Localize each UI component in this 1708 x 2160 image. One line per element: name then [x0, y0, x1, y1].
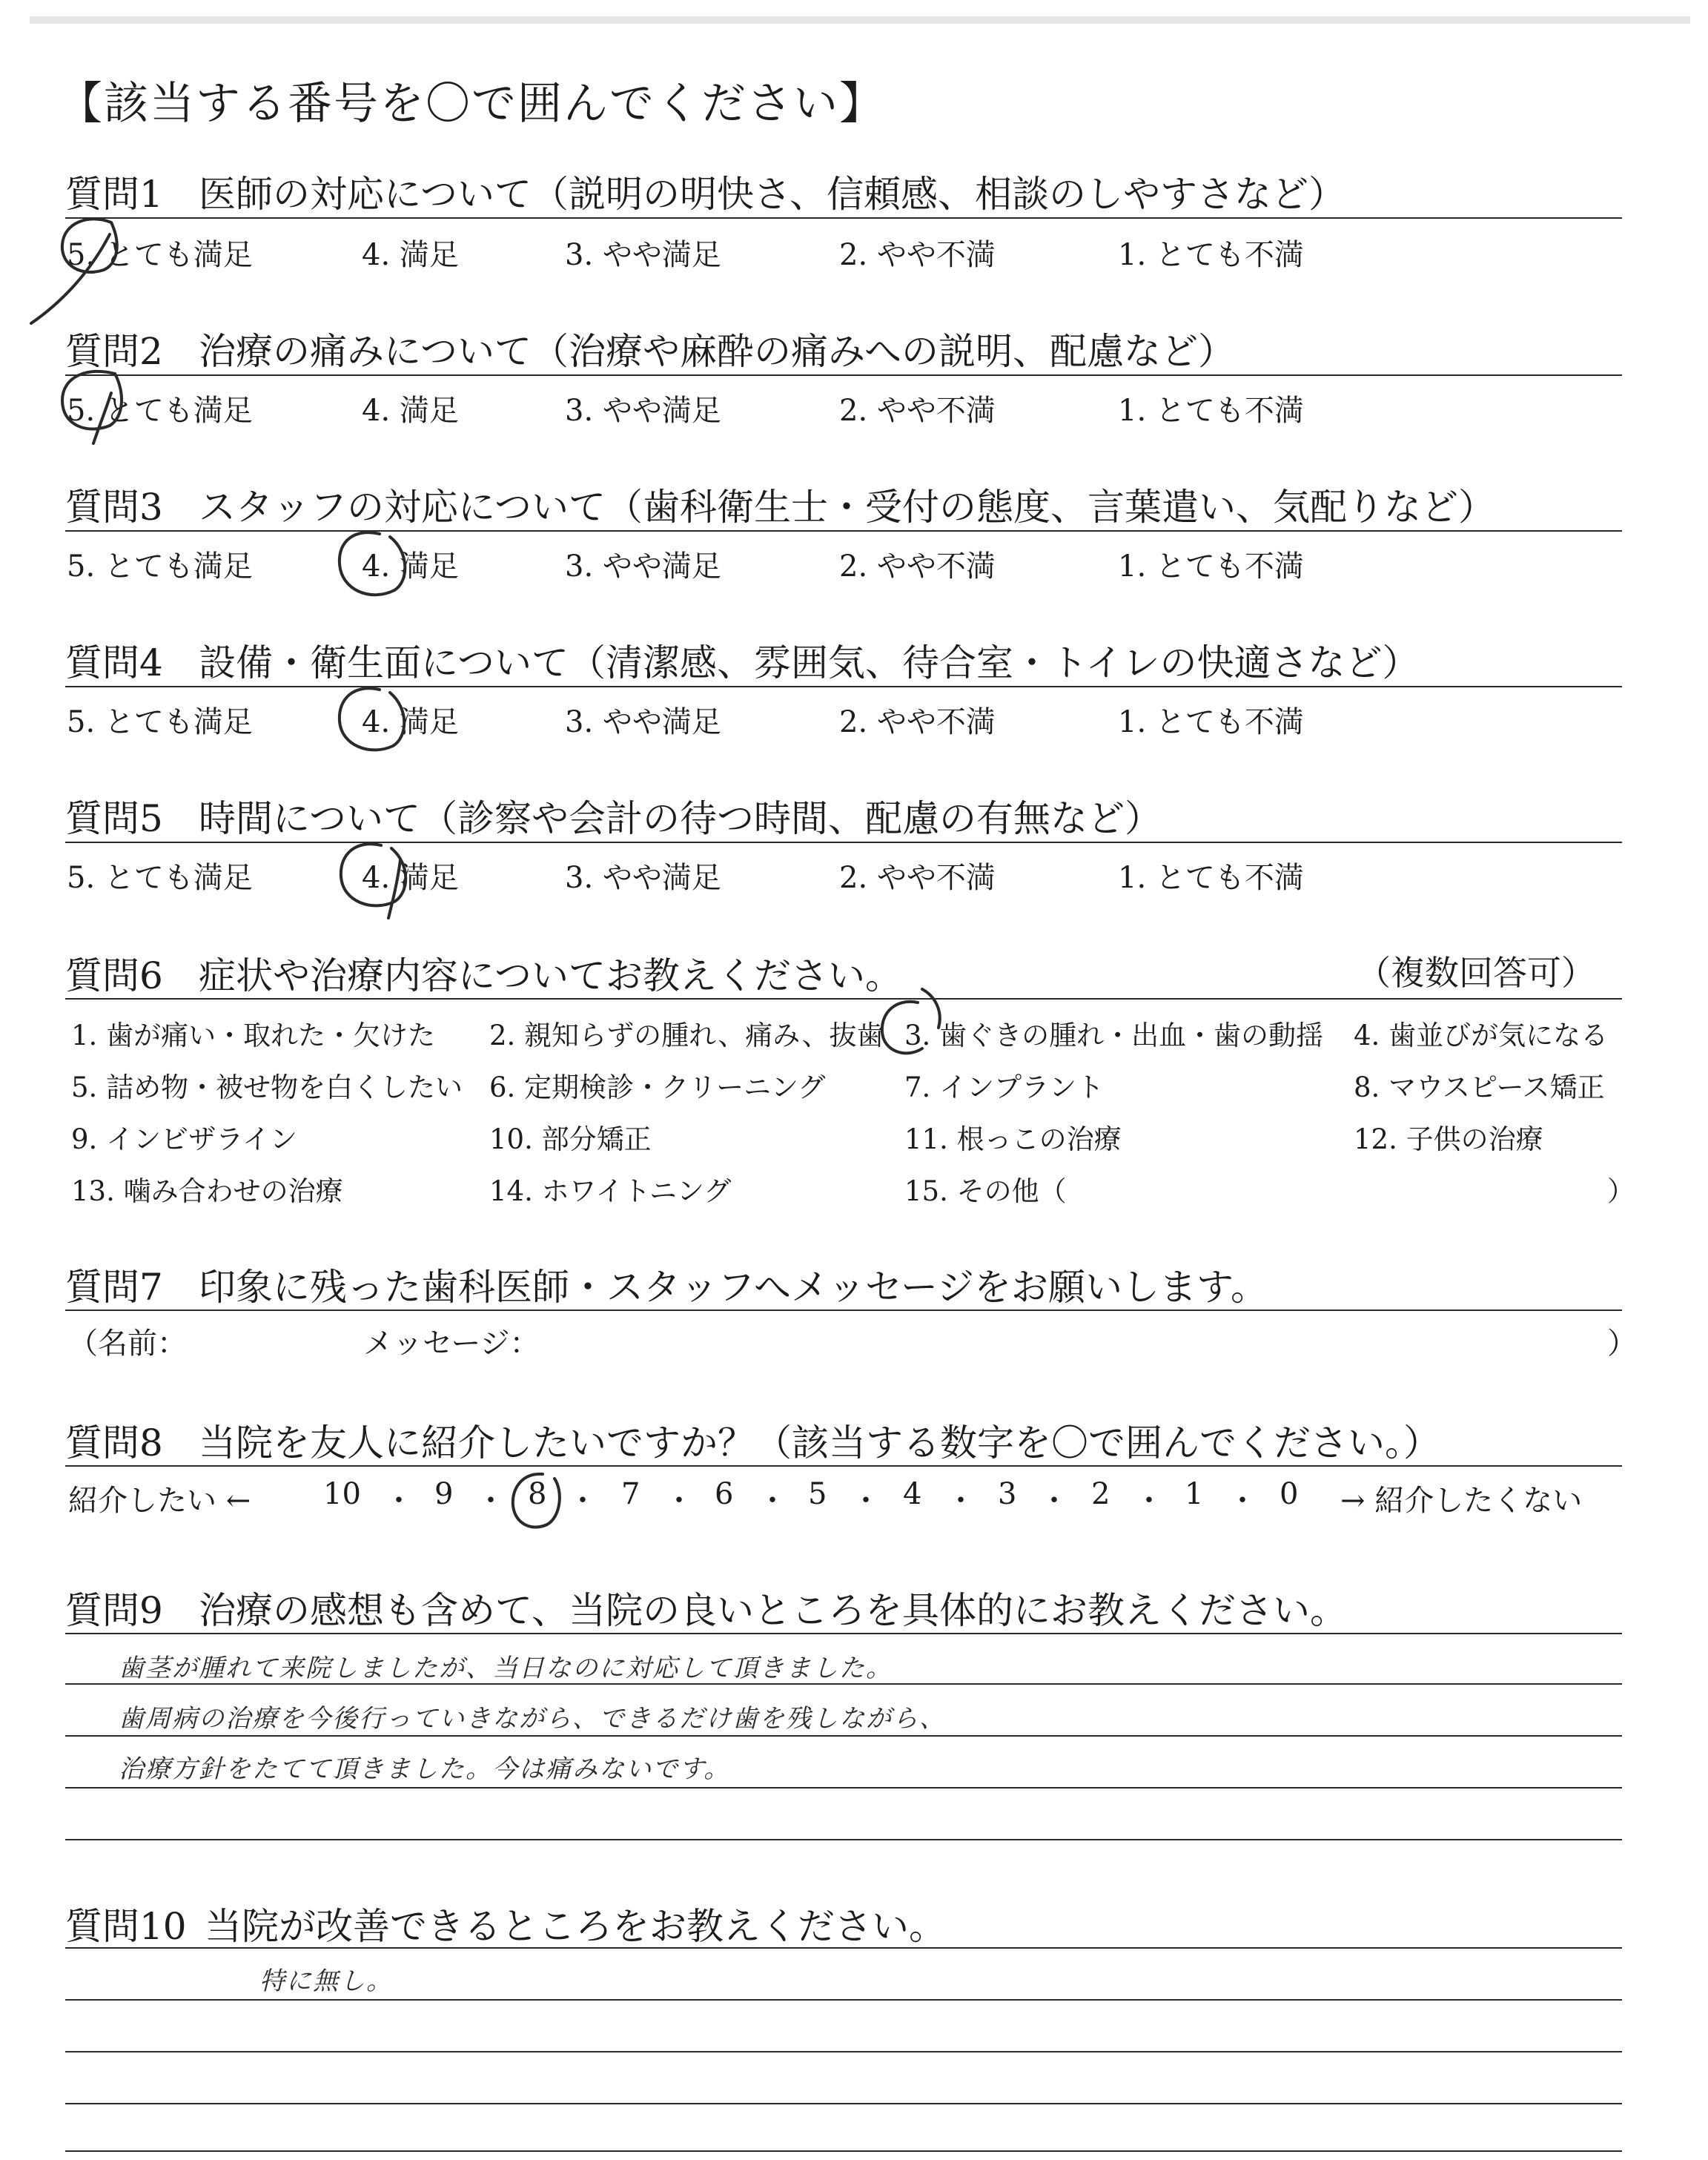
scale-7[interactable]: 7	[621, 1477, 640, 1511]
question-5-text: 時間について（診察や会計の待つ時間、配慮の有無など）	[199, 797, 1162, 840]
option-4[interactable]: 4. 満足	[362, 549, 459, 584]
option-4[interactable]: 4. 満足	[362, 238, 459, 272]
scale-separator: ・	[664, 1484, 694, 1518]
scale-8[interactable]: 8	[528, 1477, 547, 1511]
scale-separator: ・	[851, 1484, 881, 1518]
circle-mark-q2	[62, 371, 122, 443]
symptom-option-10[interactable]: 10. 部分矯正	[489, 1123, 652, 1155]
circle-mark-q4	[340, 688, 404, 750]
scale-separator: ・	[758, 1484, 787, 1518]
symptom-option-4[interactable]: 4. 歯並びが気になる	[1354, 1020, 1609, 1051]
question-10-text: 当院が改善できるところをお教えください。	[205, 1905, 946, 1948]
option-3[interactable]: 3. やや満足	[565, 238, 721, 272]
scale-separator: ・	[1134, 1484, 1164, 1518]
symptom-option-1[interactable]: 1. 歯が痛い・取れた・欠けた	[71, 1020, 436, 1051]
scale-1[interactable]: 1	[1185, 1477, 1204, 1511]
scale-0[interactable]: 0	[1280, 1477, 1299, 1511]
scale-3[interactable]: 3	[998, 1477, 1017, 1511]
question-3-number: 質問3	[65, 486, 163, 529]
symptom-option-15[interactable]: 15. その他（	[904, 1175, 1067, 1207]
multiple-answer-note: （複数回答可）	[1357, 953, 1595, 993]
option-5[interactable]: 5. とても満足	[67, 705, 253, 739]
question-7-text: 印象に残った歯科医師・スタッフへメッセージをお願いします。	[199, 1266, 1268, 1309]
option-3[interactable]: 3. やや満足	[565, 549, 721, 584]
name-label: （名前：	[68, 1327, 187, 1361]
question-4-text: 設備・衛生面について（清潔感、雰囲気、待合室・トイレの快適さなど）	[199, 641, 1420, 684]
question-5-number: 質問5	[65, 797, 163, 840]
question-8-text: 当院を友人に紹介したいですか？（該当する数字を〇で囲んでください。）	[199, 1421, 1440, 1464]
question-6-text: 症状や治療内容についてお教えください。	[199, 954, 902, 997]
circle-mark-q8	[513, 1474, 560, 1527]
circle-mark-q6	[882, 989, 940, 1053]
option-1[interactable]: 1. とても不満	[1118, 238, 1304, 272]
symptom-option-13[interactable]: 13. 噛み合わせの治療	[71, 1175, 343, 1207]
scale-separator: ・	[1039, 1484, 1069, 1518]
symptom-option-12[interactable]: 12. 子供の治療	[1354, 1123, 1543, 1155]
question-6-number: 質問6	[65, 954, 163, 997]
question-2-number: 質問2	[65, 330, 163, 373]
scale-10[interactable]: 10	[323, 1477, 361, 1511]
scale-9[interactable]: 9	[434, 1477, 454, 1511]
symptom-option-3[interactable]: 3. 歯ぐきの腫れ・出血・歯の動揺	[904, 1020, 1324, 1051]
option-2[interactable]: 2. やや不満	[839, 861, 996, 895]
handwritten-answer-line-2: 歯周病の治療を今後行っていきながら、できるだけ歯を残しながら、	[119, 1704, 946, 1734]
scale-separator: ・	[568, 1484, 598, 1518]
recommend-right-label: → 紹介したくない	[1340, 1484, 1583, 1518]
scale-2[interactable]: 2	[1091, 1477, 1110, 1511]
option-3[interactable]: 3. やや満足	[565, 861, 721, 895]
question-10-number: 質問10	[65, 1905, 187, 1948]
handwritten-answer-line-3: 治療方針をたてて頂きました。今は痛みないです。	[119, 1754, 731, 1784]
symptom-option-9[interactable]: 9. インビザライン	[71, 1123, 297, 1155]
option-5[interactable]: 5. とても満足	[67, 238, 253, 272]
circle-mark-q1	[31, 219, 117, 323]
option-4[interactable]: 4. 満足	[362, 394, 459, 428]
other-close-paren: ）	[1607, 1175, 1635, 1207]
option-2[interactable]: 2. やや不満	[839, 549, 996, 584]
option-5[interactable]: 5. とても満足	[67, 394, 253, 428]
option-2[interactable]: 2. やや不満	[839, 705, 996, 739]
option-5[interactable]: 5. とても満足	[67, 861, 253, 895]
symptom-option-11[interactable]: 11. 根っこの治療	[904, 1123, 1122, 1155]
option-3[interactable]: 3. やや満足	[565, 394, 721, 428]
symptom-option-2[interactable]: 2. 親知らずの腫れ、痛み、抜歯	[489, 1020, 884, 1051]
question-1-number: 質問1	[65, 173, 163, 216]
circle-mark-q5	[341, 844, 406, 918]
scale-4[interactable]: 4	[903, 1477, 922, 1511]
option-2[interactable]: 2. やや不満	[839, 238, 996, 272]
symptom-option-5[interactable]: 5. 詰め物・被せ物を白くしたい	[71, 1071, 463, 1103]
scale-6[interactable]: 6	[715, 1477, 734, 1511]
question-7-number: 質問7	[65, 1266, 163, 1309]
scale-5[interactable]: 5	[808, 1477, 827, 1511]
message-label: メッセージ：	[363, 1327, 540, 1361]
question-4-number: 質問4	[65, 641, 163, 684]
symptom-option-7[interactable]: 7. インプラント	[904, 1071, 1105, 1103]
scale-separator: ・	[946, 1484, 976, 1518]
question-2-text: 治療の痛みについて（治療や麻酔の痛みへの説明、配慮など）	[199, 330, 1235, 373]
page-title: 【該当する番号を〇で囲んでください】	[58, 78, 885, 130]
symptom-option-8[interactable]: 8. マウスピース矯正	[1354, 1071, 1605, 1103]
question-9-text: 治療の感想も含めて、当院の良いところを具体的にお教えください。	[199, 1589, 1347, 1632]
option-3[interactable]: 3. やや満足	[565, 705, 721, 739]
recommend-left-label: 紹介したい ←	[68, 1484, 251, 1518]
message-close-paren: ）	[1607, 1327, 1637, 1361]
handwritten-answer-q10: 特に無し。	[259, 1966, 393, 1996]
option-1[interactable]: 1. とても不満	[1118, 394, 1304, 428]
option-2[interactable]: 2. やや不満	[839, 394, 996, 428]
scale-separator: ・	[476, 1484, 506, 1518]
option-4[interactable]: 4. 満足	[362, 861, 459, 895]
symptom-option-6[interactable]: 6. 定期検診・クリーニング	[489, 1071, 826, 1103]
option-1[interactable]: 1. とても不満	[1118, 861, 1304, 895]
symptom-option-14[interactable]: 14. ホワイトニング	[489, 1175, 732, 1207]
scale-separator: ・	[1228, 1484, 1257, 1518]
option-1[interactable]: 1. とても不満	[1118, 549, 1304, 584]
option-1[interactable]: 1. とても不満	[1118, 705, 1304, 739]
question-3-text: スタッフの対応について（歯科衛生士・受付の態度、言葉遣い、気配りなど）	[199, 486, 1495, 529]
question-1-text: 医師の対応について（説明の明快さ、信頼感、相談のしやすさなど）	[199, 173, 1345, 216]
circle-mark-q3	[340, 532, 405, 595]
question-9-number: 質問9	[65, 1589, 163, 1632]
option-4[interactable]: 4. 満足	[362, 705, 459, 739]
handwritten-answer-line-1: 歯茎が腫れて来院しましたが、当日なのに対応して頂きました。	[119, 1654, 893, 1683]
question-8-number: 質問8	[65, 1421, 163, 1464]
scale-separator: ・	[384, 1484, 414, 1518]
option-5[interactable]: 5. とても満足	[67, 549, 253, 584]
